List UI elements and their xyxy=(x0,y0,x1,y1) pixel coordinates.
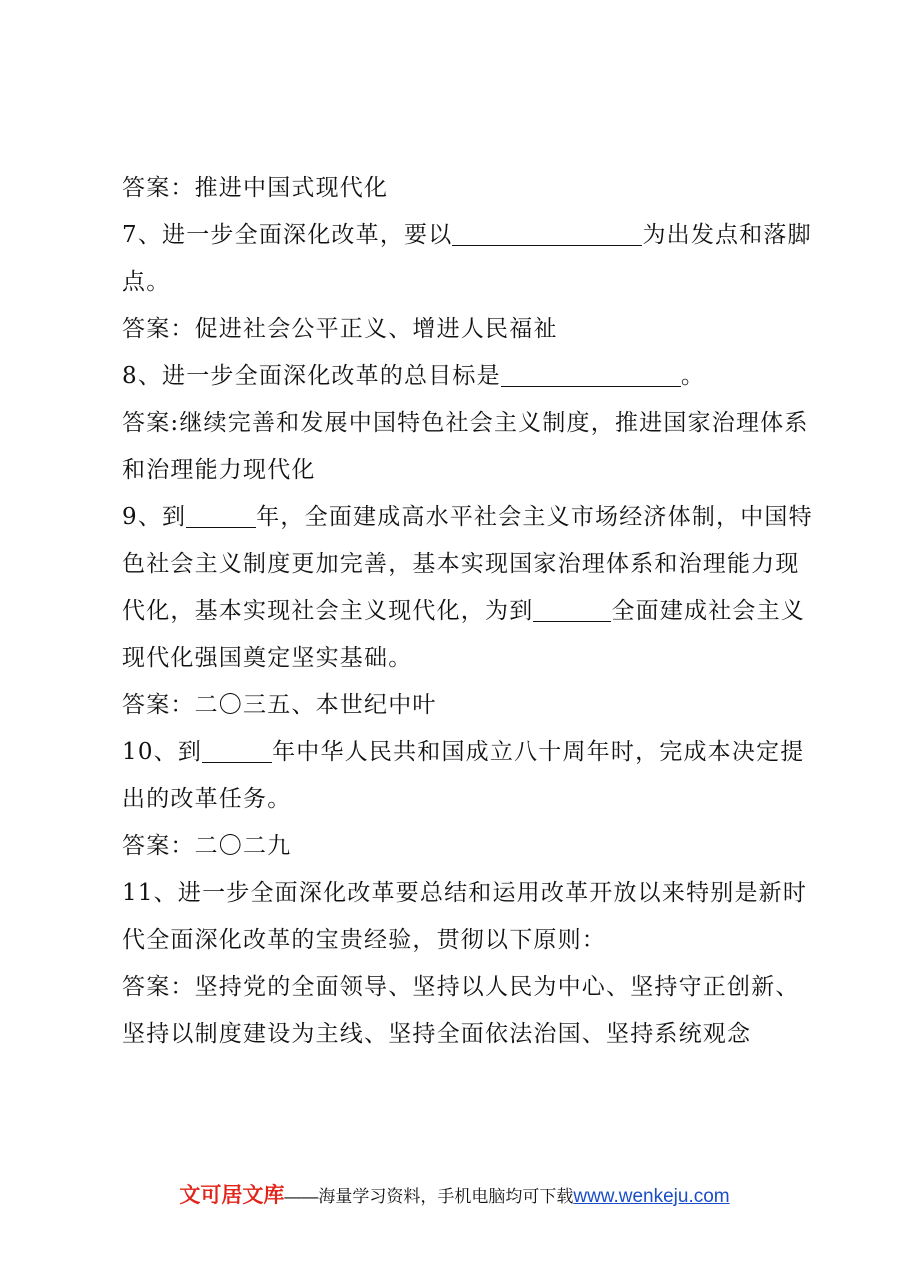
answer-line xyxy=(122,306,802,353)
question-9-line-1 xyxy=(122,494,813,541)
answer-line xyxy=(122,964,802,1011)
question-9-line-3 xyxy=(122,588,806,635)
fill-blank xyxy=(533,597,611,622)
question-9-text-start: 9、到 xyxy=(122,504,187,530)
question-10-text-mid: 年中华人民共和国成立八十周年时，完成本决定提 xyxy=(272,739,805,765)
question-11-line-1 xyxy=(122,870,808,917)
answer-line xyxy=(122,400,809,447)
question-8-text-start: 8、进一步全面深化改革的总目标是 xyxy=(122,363,501,389)
answer-10-text: 答案：二〇二九 xyxy=(122,833,292,859)
fill-blank xyxy=(202,738,272,763)
question-9-text-cont-3: 全面建成社会主义 xyxy=(611,598,806,624)
answer-11-text: 答案：坚持党的全面领导、坚持以人民为中心、坚持守正创新、 xyxy=(122,974,800,1000)
fill-blank xyxy=(186,503,256,528)
fill-blank xyxy=(452,221,642,246)
question-9-text-cont-2: 代化，基本实现社会主义现代化，为到 xyxy=(122,598,534,624)
answer-6-text: 答案：推进中国式现代化 xyxy=(122,175,389,201)
question-9-text-cont: 色社会主义制度更加完善，基本实现国家治理体系和治理能力现 xyxy=(122,551,800,577)
question-10-text-end: 出的改革任务。 xyxy=(122,786,292,812)
question-10-line-2 xyxy=(122,776,802,823)
answer-8-text-cont: 和治理能力现代化 xyxy=(122,457,316,483)
question-9-text-end: 现代化强国奠定坚实基础。 xyxy=(122,645,413,671)
question-9-line-2 xyxy=(122,541,802,588)
question-8-line-1 xyxy=(122,353,802,400)
question-7-text-cont: 点。 xyxy=(122,269,171,295)
question-9-text-mid: 年，全面建成高水平社会主义市场经济体制，中国特 xyxy=(256,504,813,530)
answer-line-cont xyxy=(122,1011,802,1058)
question-11-line-2 xyxy=(122,917,802,964)
question-10-line-1 xyxy=(122,729,805,776)
answer-line-cont xyxy=(122,447,802,494)
page-footer xyxy=(0,1181,909,1212)
question-7-text-start: 7、进一步全面深化改革，要以 xyxy=(122,222,453,248)
question-10-text-start: 10、到 xyxy=(122,739,203,765)
question-11-text-start: 11、进一步全面深化改革要总结和运用改革开放以来特别是新时 xyxy=(122,880,808,906)
question-7-line-1 xyxy=(122,212,812,259)
footer-slogan: ——海量学习资料，手机电脑均可下载 xyxy=(284,1187,574,1206)
answer-11-text-cont: 坚持以制度建设为主线、坚持全面依法治国、坚持系统观念 xyxy=(122,1021,752,1047)
brand-name: 文可居文库 xyxy=(179,1184,285,1207)
document-body xyxy=(122,165,813,1058)
answer-8-text: 答案:继续完善和发展中国特色社会主义制度，推进国家治理体系 xyxy=(122,410,809,436)
question-7-line-2 xyxy=(122,259,802,306)
question-7-text-end: 为出发点和落脚 xyxy=(642,222,812,248)
question-9-line-4 xyxy=(122,635,802,682)
answer-line xyxy=(122,165,802,212)
answer-9-text: 答案：二〇三五、本世纪中叶 xyxy=(122,692,437,718)
answer-line xyxy=(122,823,802,870)
fill-blank xyxy=(501,362,681,387)
answer-7-text: 答案：促进社会公平正义、增进人民福祉 xyxy=(122,316,558,342)
site-link[interactable]: www.wenkeju.com xyxy=(573,1186,730,1207)
question-11-text-end: 代全面深化改革的宝贵经验，贯彻以下原则： xyxy=(122,927,606,953)
answer-line xyxy=(122,682,802,729)
question-8-text-end: 。 xyxy=(680,363,706,389)
